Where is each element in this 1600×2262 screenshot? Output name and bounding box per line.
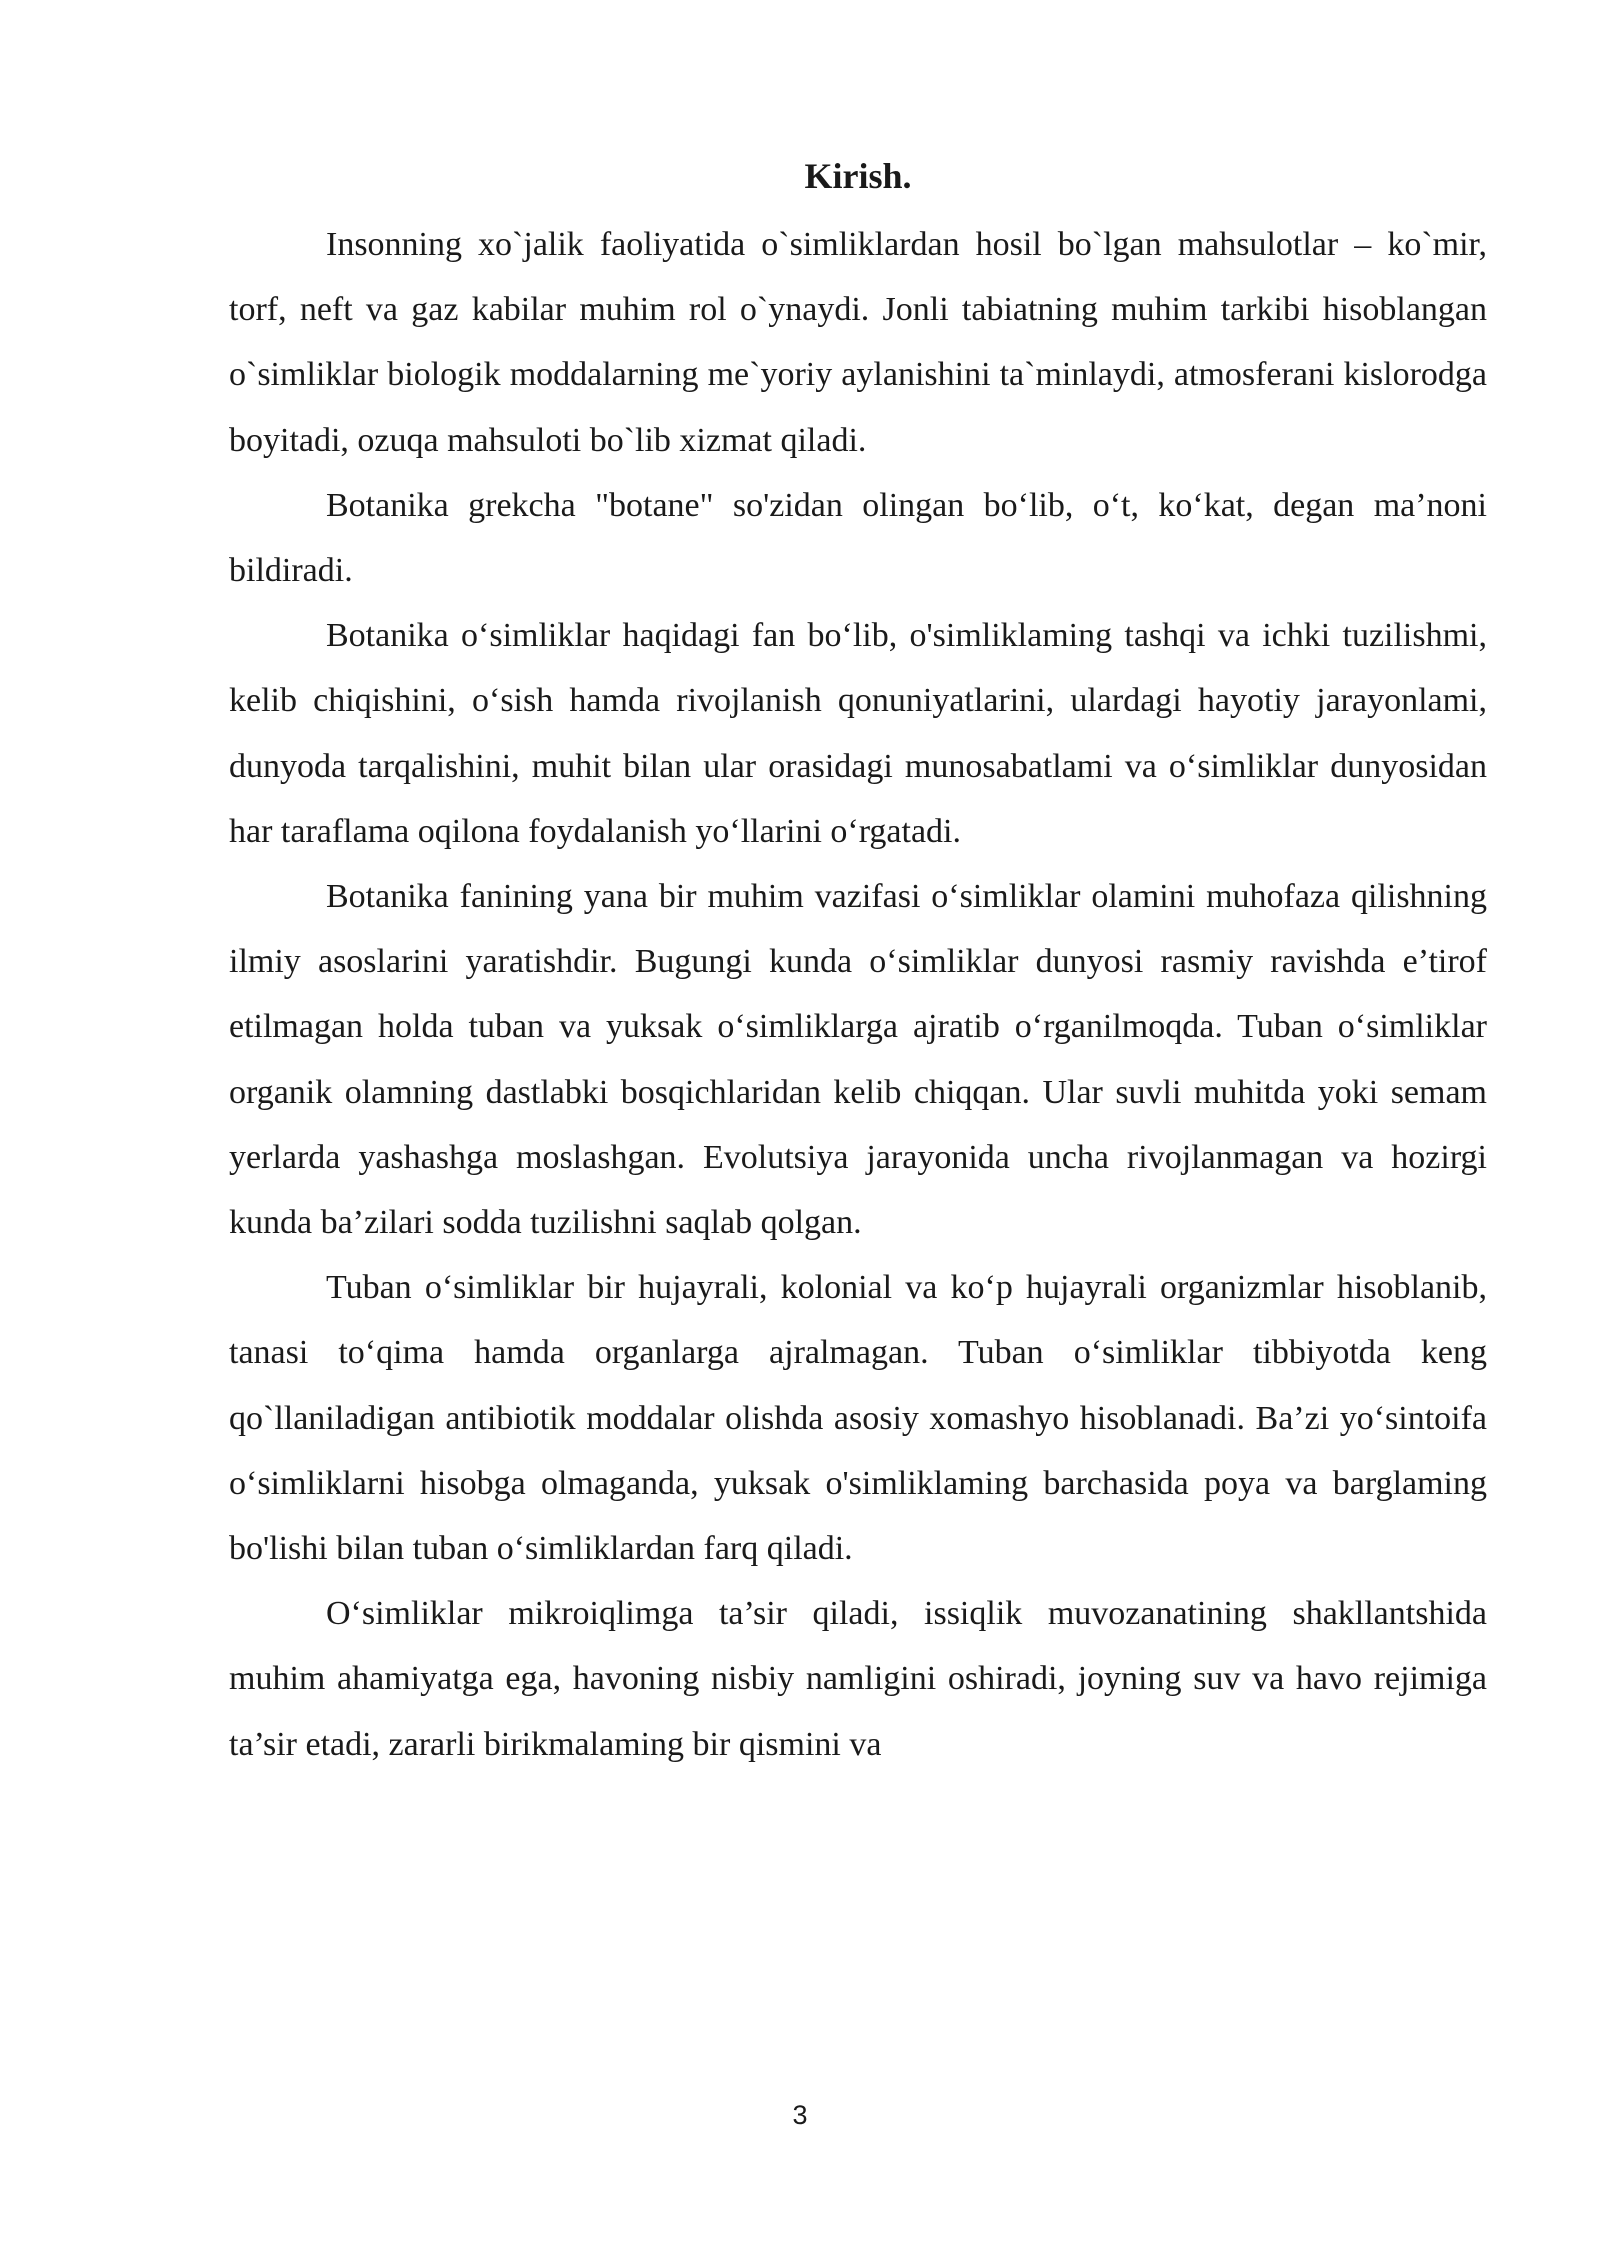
section-title: Kirish. (804, 156, 912, 196)
page-number: 3 (792, 2100, 808, 2130)
paragraph-lower-plants: Tuban o‘simliklar bir hujayrali, kolonial va ko‘p hujayrali organizmlar hisoblanib, tanasi to‘qima hamda organlarga ajralmagan. Tuban o‘simliklar tibbiyotda keng qo`llaniladigan antibiotik moddalar olishda asosiy xomashyo hisoblanadi. Ba’zi yo‘sintoifa o‘simliklarni hisobga olmaganda, yuksak o'simliklaming barchasida poya va barglaming bo'lishi bilan tuban o‘simliklardan farq qiladi. (229, 1269, 1487, 1568)
paragraph-etymology: Botanika grekcha "botane" so'zidan olingan bo‘lib, o‘t, ko‘kat, degan ma’noni bildiradi. (229, 486, 1487, 590)
paragraph-botany-tasks: Botanika fanining yana bir muhim vazifasi o‘simliklar olamini muhofaza qilishning ilmiy asoslarini yaratishdir. Bugungi kunda o‘simliklar dunyosi rasmiy ravishda e’tirof etilmagan holda tuban va yuksak o‘simliklarga ajratib o‘rganilmoqda. Tuban o‘simliklar organik olamning dastlabki bosqichlaridan kelib chiqqan. Ular suvli muhitda yoki semam yerlarda yashashga moslashgan. Evolutsiya jarayonida uncha rivojlanmagan va hozirgi kunda ba’zilari sodda tuzilishni saqlab qolgan. (229, 878, 1487, 1242)
paragraph-intro: Insonning xo`jalik faoliyatida o`simliklardan hosil bo`lgan mahsulotlar – ko`mir, torf, neft va gaz kabilar muhim rol o`ynaydi. Jonli tabiatning muhim tarkibi hisoblangan o`simliklar biologik moddalarning me`yoriy aylanishini ta`minlaydi, atmosferani kislorodga boyitadi, ozuqa mahsuloti bo`lib xizmat qiladi. (229, 226, 1487, 459)
paragraph-botany-definition: Botanika o‘simliklar haqidagi fan bo‘lib, o'simliklaming tashqi va ichki tuzilishmi, kelib chiqishini, o‘sish hamda rivojlanish qonuniyatlarini, ulardagi hayotiy jarayonlami, dunyoda tarqalishini, muhit bilan ular orasidagi munosabatlami va o‘simliklar dunyosidan har taraflama oqilona foydalanish yo‘llarini o‘rgatadi. (229, 617, 1487, 850)
paragraph-microclimate: O‘simliklar mikroiqlimga ta’sir qiladi, issiqlik muvozanatining shakllantshida muhim ahamiyatga ega, havoning nisbiy namligini oshiradi, joyning suv va havo rejimiga ta’sir etadi, zararli birikmalaming bir qismini va (229, 1595, 1487, 1763)
page-content (229, 148, 1487, 1777)
